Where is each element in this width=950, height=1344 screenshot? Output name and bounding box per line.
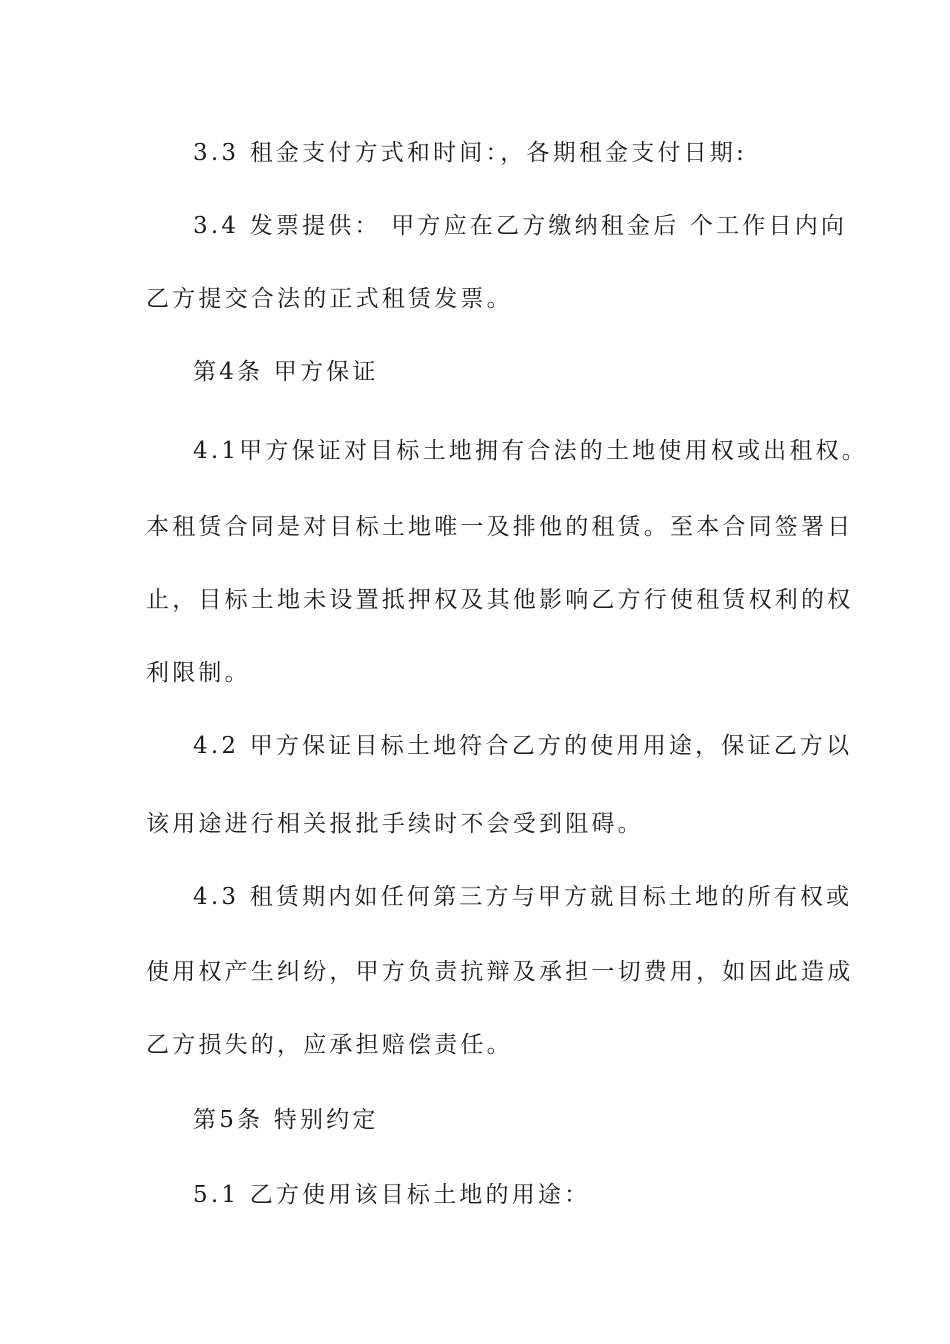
clause-4-1: 4.1甲方保证对目标土地拥有合法的土地使用权或出租权。 [193,438,868,464]
clause-4-1-continued-3: 利限制。 [146,660,251,686]
clause-4-2: 4.2 甲方保证目标土地符合乙方的使用用途，保证乙方以 [193,733,853,759]
clause-4-3-continued-1: 使用权产生纠纷，甲方负责抗辩及承担一切费用，如因此造成 [146,959,854,985]
clause-4-3: 4.3 租赁期内如任何第三方与甲方就目标土地的所有权或 [193,884,853,910]
clause-5-1: 5.1 乙方使用该目标土地的用途： [193,1182,591,1208]
clause-4-1-continued-1: 本租赁合同是对目标土地唯一及排他的租赁。至本合同签署日 [146,514,854,540]
clause-4-1-continued-2: 止，目标土地未设置抵押权及其他影响乙方行使租赁权利的权 [146,587,854,613]
clause-4-2-continued: 该用途进行相关报批手续时不会受到阻碍。 [146,811,644,837]
article-4-heading: 第4条 甲方保证 [193,359,379,385]
clause-3-4-continued: 乙方提交合法的正式租赁发票。 [146,286,513,312]
article-5-heading: 第5条 特别约定 [193,1107,379,1133]
clause-3-4: 3.4 发票提供： 甲方应在乙方缴纳租金后 个工作日内向 [193,213,848,239]
clause-4-3-continued-2: 乙方损失的，应承担赔偿责任。 [146,1032,513,1058]
clause-3-3: 3.3 租金支付方式和时间：，各期租金支付日期: [193,140,747,166]
